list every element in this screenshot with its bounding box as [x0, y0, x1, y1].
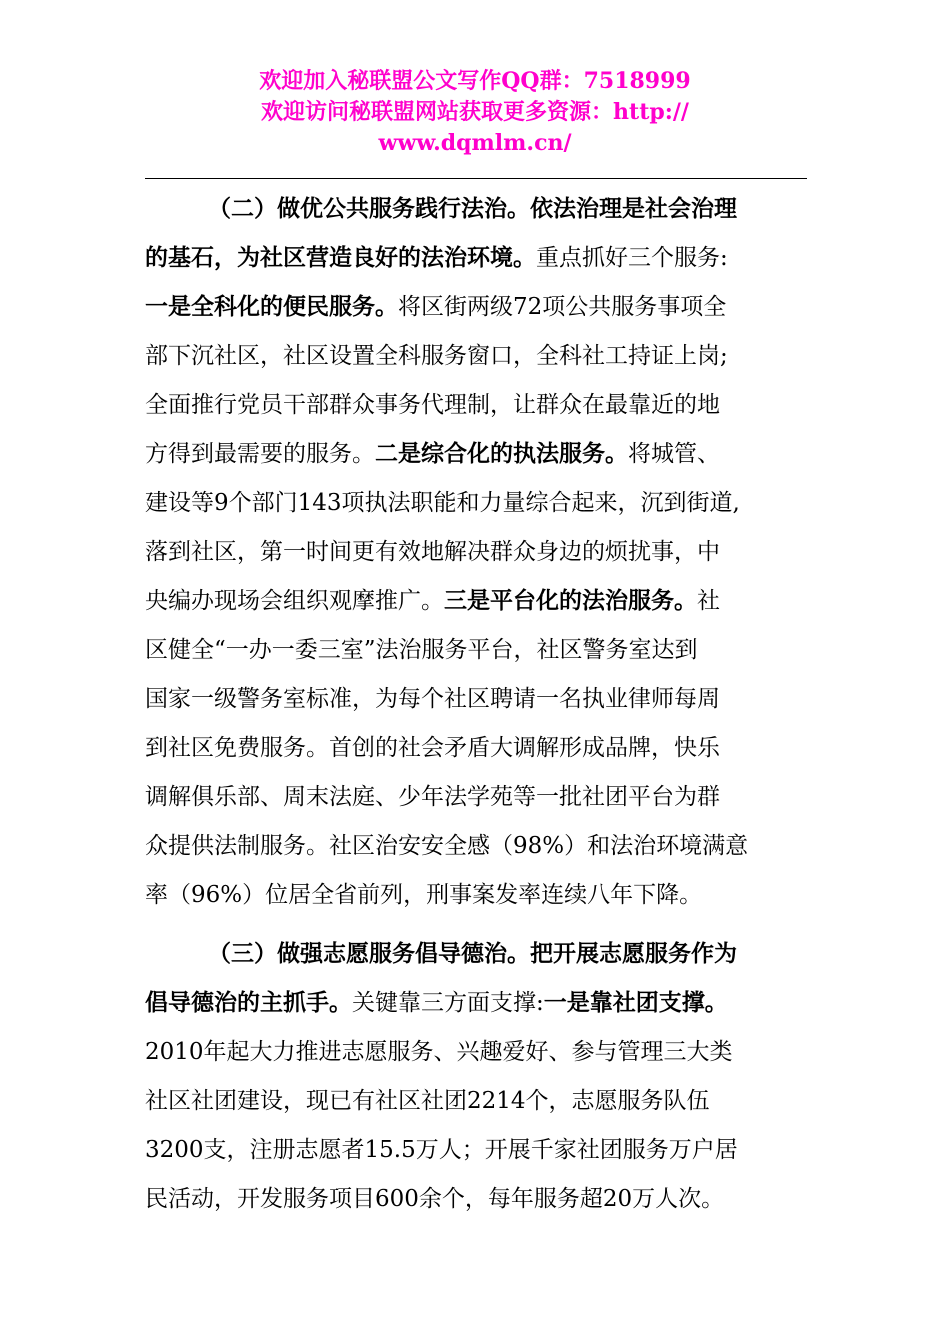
paragraph-line	[145, 935, 737, 973]
paragraph-line: 落到社区，第一时间更有效地解决群众身边的烦扰事，中	[145, 539, 720, 565]
paragraph-line	[145, 582, 720, 620]
bold-phrase: 倡导德治的主抓手。	[145, 990, 352, 1016]
text-span: 重点抓好三个服务:	[536, 245, 728, 271]
watermark-header	[0, 66, 950, 159]
paragraph-line	[145, 190, 737, 228]
paragraph-line: 国家一级警务室标准，为每个社区聘请一名执业律师每周	[145, 686, 720, 712]
bold-phrase: 三是平台化的法治服务。	[444, 588, 697, 614]
text-span: 央编办现场会组织观摩推广。	[145, 588, 444, 614]
bold-phrase: 的基石，为社区营造良好的法治环境。	[145, 245, 536, 271]
paragraph-line: 部下沉社区，社区设置全科服务窗口，全科社工持证上岗;	[145, 343, 728, 369]
paragraph-line: 到社区免费服务。首创的社会矛盾大调解形成品牌，快乐	[145, 735, 720, 761]
paragraph-line: 区健全“一办一委三室”法治服务平台，社区警务室达到	[145, 637, 698, 663]
paragraph-line: 3200支，注册志愿者15.5万人；开展千家社团服务万户居	[145, 1137, 738, 1163]
paragraph-line: 建设等9个部门143项执法职能和力量综合起来，沉到街道,	[145, 490, 740, 516]
text-span: 关键靠三方面支撑:	[352, 990, 544, 1016]
header-divider	[145, 178, 807, 179]
paragraph-line: 2010年起大力推进志愿服务、兴趣爱好、参与管理三大类	[145, 1039, 733, 1065]
header-qq-line: 欢迎加入秘联盟公文写作QQ群：7518999	[259, 68, 691, 94]
text-span: 社	[697, 588, 720, 614]
bold-phrase: 一是靠社团支撑。	[543, 990, 728, 1016]
paragraph-line: 众提供法制服务。社区治安安全感（98%）和法治环境满意	[145, 833, 749, 859]
bold-phrase: 二是综合化的执法服务。	[375, 441, 628, 467]
paragraph-line: 调解俱乐部、周末法庭、少年法学苑等一批社团平台为群	[145, 784, 720, 810]
paragraph-line: 全面推行党员干部群众事务代理制，让群众在最靠近的地	[145, 392, 720, 418]
paragraph-line: 社区社团建设，现已有社区社团2214个，志愿服务队伍	[145, 1088, 710, 1114]
text-span: 方得到最需要的服务。	[145, 441, 375, 467]
header-url-line[interactable]: www.dqmlm.cn/	[378, 130, 572, 156]
paragraph-line	[145, 984, 728, 1022]
bold-phrase: 一是全科化的便民服务。	[145, 294, 398, 320]
section-heading: （三）做强志愿服务倡导德治。把开展志愿服务作为	[208, 941, 737, 967]
paragraph-line	[145, 435, 720, 473]
section-heading: （二）做优公共服务践行法治。依法治理是社会治理	[208, 196, 737, 222]
text-span: 将区街两级72项公共服务事项全	[398, 294, 727, 320]
text-span: 将城管、	[628, 441, 720, 467]
paragraph-line	[145, 288, 726, 326]
header-website-line: 欢迎访问秘联盟网站获取更多资源：http://	[261, 99, 689, 125]
paragraph-line: 民活动，开发服务项目600余个，每年服务超20万人次。	[145, 1186, 725, 1212]
paragraph-line: 率（96%）位居全省前列，刑事案发率连续八年下降。	[145, 882, 703, 908]
paragraph-line	[145, 239, 728, 277]
